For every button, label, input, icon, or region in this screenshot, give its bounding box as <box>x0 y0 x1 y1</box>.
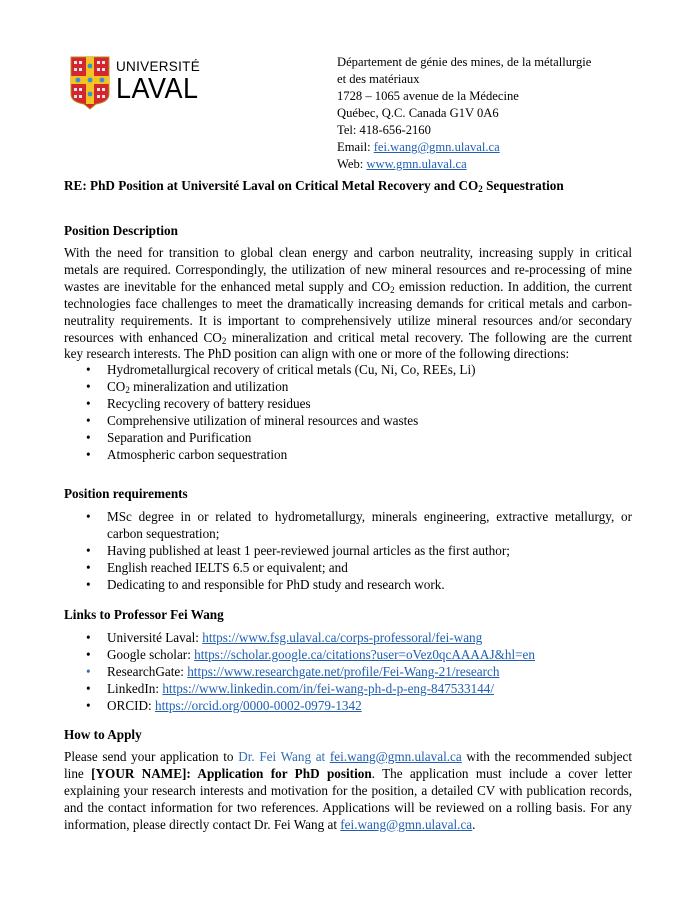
item-text: Dedicating to and responsible for PhD study and research work. <box>107 576 445 592</box>
requirements-list <box>64 509 632 594</box>
item-text: Hydrometallurgical recovery of critical metals (Cu, Ni, Co, REEs, Li) <box>107 362 476 377</box>
text: mineralization and critical metal recovery. The following are the current <box>226 329 632 345</box>
item-text: mineralization and utilization <box>129 378 289 394</box>
text: emission reduction. In addition, the current <box>394 278 632 294</box>
link-item-researchgate <box>64 664 632 681</box>
text: wastes are inevitable for the enhanced metal supply and CO <box>64 278 391 294</box>
subscript: 2 <box>221 335 227 346</box>
subscript: 2 <box>125 384 130 395</box>
bullet-icon: • <box>86 697 91 713</box>
item-text: Having published at least 1 peer-reviewed journal articles as the first author; <box>107 542 510 558</box>
list-item <box>64 560 632 577</box>
list-item <box>64 543 632 560</box>
heading-how-to-apply: How to Apply <box>64 727 142 742</box>
bullet-icon: • <box>86 559 91 575</box>
city-address: Québec, Q.C. Canada G1V 0A6 <box>337 106 499 120</box>
bullet-icon: • <box>86 630 91 645</box>
link-item-linkedin <box>64 681 632 698</box>
department-line-1: Département de génie des mines, de la métallurgie <box>337 55 592 69</box>
list-item <box>64 577 632 594</box>
subject-text: RE: PhD Position at Université Laval on Critical Metal Recovery and CO <box>64 178 479 193</box>
web-line <box>337 156 591 173</box>
list-item <box>64 396 632 413</box>
text: line <box>64 765 92 781</box>
link-item-universite-laval <box>64 630 632 647</box>
item-text: CO <box>107 378 126 394</box>
subject-suffix: Sequestration <box>482 178 564 193</box>
bullet-icon: • <box>86 446 91 462</box>
subject-line <box>64 178 564 194</box>
contact-email-link[interactable]: fei.wang@gmn.ulaval.ca <box>340 816 473 832</box>
heading-position-requirements: Position requirements <box>64 486 188 501</box>
text: resources with enhanced CO <box>64 329 222 345</box>
subject-subscript: 2 <box>478 184 483 194</box>
logo-wordmark <box>116 59 201 105</box>
heading-links: Links to Professor Fei Wang <box>64 607 224 622</box>
item-text-continued: carbon sequestration; <box>107 525 220 541</box>
researchgate-link[interactable]: https://www.researchgate.net/profile/Fei-Wang-21/research <box>187 663 500 679</box>
link-label: LinkedIn: <box>107 680 163 696</box>
bullet-icon: • <box>86 663 91 679</box>
bullet-icon: • <box>86 429 91 445</box>
apply-email-link[interactable]: fei.wang@gmn.ulaval.ca <box>329 749 462 764</box>
logo-line-universite: UNIVERSITÉ <box>116 59 201 74</box>
subscript: 2 <box>390 284 395 295</box>
email-line <box>337 139 591 156</box>
link-item-google-scholar <box>64 647 632 664</box>
link-label: Google scholar: <box>107 646 195 662</box>
item-text: Recycling recovery of battery residues <box>107 395 311 411</box>
bullet-icon: • <box>86 412 91 428</box>
bullet-icon: • <box>86 542 91 558</box>
telephone: Tel: 418-656-2160 <box>337 123 431 137</box>
paragraph-line <box>64 766 632 783</box>
text: Please send your application to <box>64 749 239 764</box>
orcid-link[interactable]: https://orcid.org/0000-0002-0979-1342 <box>155 697 362 713</box>
paragraph-line: key research interests. The PhD position can align with one or more of the following directions: <box>64 346 570 362</box>
bullet-icon: • <box>86 395 91 411</box>
description-paragraph <box>64 245 632 363</box>
link-label: ResearchGate: <box>107 663 188 679</box>
google-scholar-link[interactable]: https://scholar.google.ca/citations?user=oVez0qcAAAAJ&hl=en <box>194 646 535 662</box>
list-item <box>64 447 632 464</box>
web-link[interactable]: www.gmn.ulaval.ca <box>366 157 467 171</box>
paragraph-line <box>64 749 632 766</box>
item-text: Comprehensive utilization of mineral resources and wastes <box>107 412 419 428</box>
apply-paragraph <box>64 749 632 834</box>
bullet-icon: • <box>86 362 91 377</box>
text: with the recommended subject <box>461 749 633 764</box>
address-block <box>337 54 591 173</box>
logo-line-laval: LAVAL <box>116 72 199 105</box>
paragraph-line: and the contact information for two references. Applications will be reviewed on a rolling basis. For any <box>64 799 632 815</box>
paragraph-line <box>64 279 632 296</box>
email-link[interactable]: fei.wang@gmn.ulaval.ca <box>373 140 500 154</box>
text: . <box>472 816 476 832</box>
web-label: Web: <box>337 157 367 171</box>
text: . The application must include a cover letter <box>371 765 632 781</box>
links-list <box>64 630 632 715</box>
universite-laval-logo <box>70 56 205 112</box>
shield-icon <box>70 56 110 110</box>
bullet-icon: • <box>86 576 91 592</box>
list-item <box>64 413 632 430</box>
research-interests-list <box>64 362 632 463</box>
list-item <box>64 509 632 543</box>
heading-position-description: Position Description <box>64 223 178 238</box>
paragraph-line: explaining your research interests and motivation for the position, a detailed CV with publication records, <box>64 782 632 798</box>
item-text: Atmospheric carbon sequestration <box>107 446 288 462</box>
paragraph-line: metals are required. Correspondingly, the utilization of new mineral resources and re-processing of mine <box>64 261 632 277</box>
link-item-orcid <box>64 698 632 715</box>
email-label: Email: <box>337 140 374 154</box>
paragraph-line <box>64 817 632 834</box>
text: information, please directly contact Dr. Fei Wang at <box>64 816 341 832</box>
list-item <box>64 379 632 396</box>
bullet-icon: • <box>86 509 91 524</box>
bullet-icon: • <box>86 378 91 394</box>
item-text: MSc degree in or related to hydrometallurgy, minerals engineering, extractive metallurgy, or <box>107 509 632 524</box>
link-label: Université Laval: <box>107 630 203 645</box>
list-item <box>64 430 632 447</box>
paragraph-line <box>64 330 632 347</box>
item-text: English reached IELTS 6.5 or equivalent; and <box>107 559 348 575</box>
link-label: ORCID: <box>107 697 155 713</box>
subject-format: [YOUR NAME]: Application for PhD position <box>91 765 372 781</box>
contact-name: Dr. Fei Wang at <box>238 749 330 764</box>
paragraph-line: neutrality requirements. It is important to comprehensively utilize mineral resources and/or secondary <box>64 312 632 328</box>
bullet-icon: • <box>86 680 91 696</box>
item-text: Separation and Purification <box>107 429 252 445</box>
street-address: 1728 – 1065 avenue de la Médecine <box>337 89 519 103</box>
bullet-icon: • <box>86 646 91 662</box>
paragraph-line: With the need for transition to global clean energy and carbon neutrality, increasing supply in critical <box>64 245 632 260</box>
universite-laval-link[interactable]: https://www.fsg.ulaval.ca/corps-professoral/fei-wang <box>202 630 483 645</box>
paragraph-line: technologies face challenges to meet the dramatically increasing demands for critical metals and carbon- <box>64 295 632 311</box>
department-line-2: et des matériaux <box>337 72 420 86</box>
linkedin-link[interactable]: https://www.linkedin.com/in/fei-wang-ph-d-p-eng-847533144/ <box>162 680 495 696</box>
list-item <box>64 362 632 379</box>
